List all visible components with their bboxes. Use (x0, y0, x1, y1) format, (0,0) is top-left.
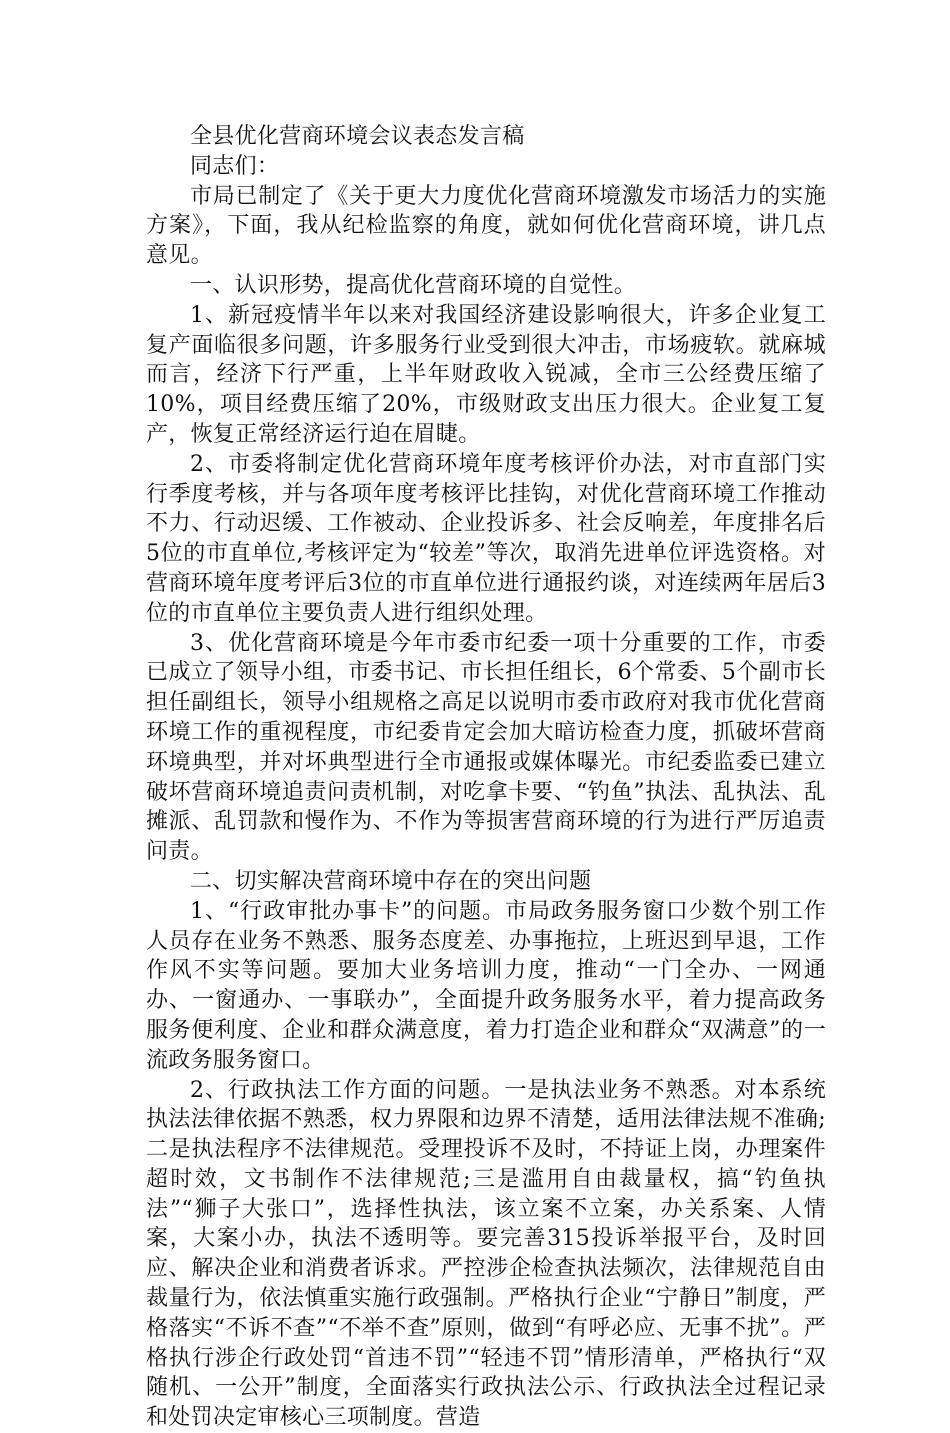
document-title: 全县优化营商环境会议表态发言稿 (146, 122, 826, 152)
paragraph-2-2: 2、行政执法工作方面的问题。一是执法业务不熟悉。对本系统执法法律依据不熟悉，权力界限和边界不清楚，适用法律法规不准确;二是执法程序不法律规范。受理投诉不及时，不持证上岗，办理案件超时效，文书制作不法律规范;三是滥用自由裁量权，搞“钓鱼执法”“狮子大张口”，选择性执法，该立案不立案，办关系案、人情案，大案小办，执法不透明等。要完善315投诉举报平台，及时回应、解决企业和消费者诉求。严控涉企检查执法频次，法律规范自由裁量行为，依法慎重实施行政强制。严格执行企业“宁静日”制度，严格落实“不诉不查”“不举不查”原则，做到“有呼必应、无事不扰”。严格执行涉企行政处罚“首违不罚”“轻违不罚”情形清单，严格执行“双随机、一公开”制度，全面落实行政执法公示、行政执法全过程记录和处罚决定审核心三项制度。营造 (146, 1076, 826, 1433)
paragraph-1-1: 1、新冠疫情半年以来对我国经济建设影响很大，许多企业复工复产面临很多问题，许多服务行业受到很大冲击，市场疲软。就麻城而言，经济下行严重，上半年财政收入锐减，全市三公经费压缩了10%，项目经费压缩了20%，市级财政支出压力很大。企业复工复产，恢复正常经济运行迫在眉睫。 (146, 301, 826, 450)
paragraph-1-2: 2、市委将制定优化营商环境年度考核评价办法，对市直部门实行季度考核，并与各项年度考核评比挂钩，对优化营商环境工作推动不力、行动迟缓、工作被动、企业投诉多、社会反响差，年度排名后5位的市直单位,考核评定为“较差”等次，取消先进单位评选资格。对营商环境年度考评后3位的市直单位进行通报约谈，对连续两年居后3位的市直单位主要负责人进行组织处理。 (146, 450, 826, 629)
document-body (146, 122, 826, 1433)
paragraph-intro: 市局已制定了《关于更大力度优化营商环境激发市场活力的实施方案》，下面，我从纪检监察的角度，就如何优化营商环境，讲几点意见。 (146, 182, 826, 271)
section-heading-2: 二、切实解决营商环境中存在的突出问题 (146, 867, 826, 897)
paragraph-2-1: 1、“行政审批办事卡”的问题。市局政务服务窗口少数个别工作人员存在业务不熟悉、服务态度差、办事拖拉，上班迟到早退，工作作风不实等问题。要加大业务培训力度，推动“一门全办、一网通办、一窗通办、一事联办”，全面提升政务服务水平，着力提高政务服务便利度、企业和群众满意度，着力打造企业和群众“双满意”的一流政务服务窗口。 (146, 897, 826, 1076)
paragraph-1-3: 3、优化营商环境是今年市委市纪委一项十分重要的工作，市委已成立了领导小组，市委书记、市长担任组长，6个常委、5个副市长担任副组长，领导小组规格之高足以说明市委市政府对我市优化营商环境工作的重视程度，市纪委肯定会加大暗访检查力度，抓破坏营商环境典型，并对坏典型进行全市通报或媒体曝光。市纪委监委已建立破坏营商环境追责问责机制，对吃拿卡要、“钓鱼”执法、乱执法、乱摊派、乱罚款和慢作为、不作为等损害营商环境的行为进行严厉追责问责。 (146, 629, 826, 867)
section-heading-1: 一、认识形势，提高优化营商环境的自觉性。 (146, 271, 826, 301)
salutation: 同志们： (146, 152, 826, 182)
